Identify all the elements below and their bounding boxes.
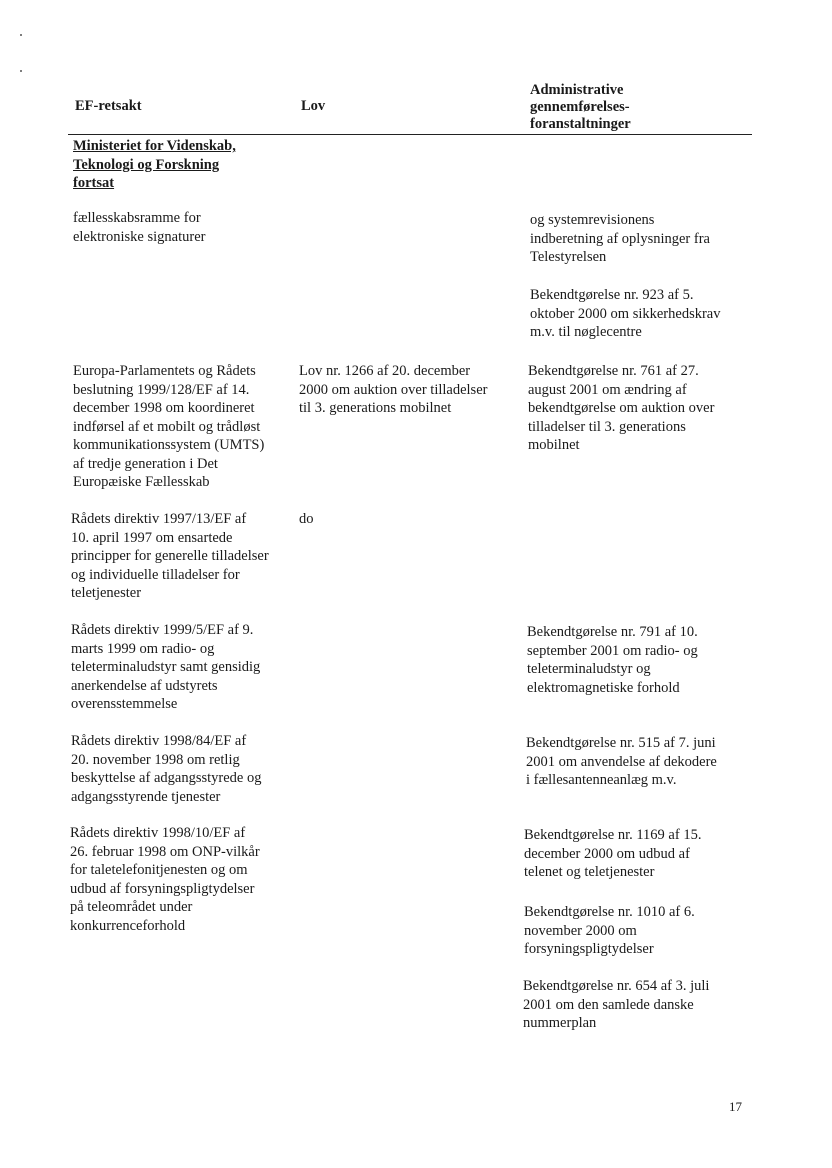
ef-cell: Rådets direktiv 1998/10/EF af 26. februar 1998 om ONP-vilkår for taletelefonitjenesten og om udbud af forsyningspligtydelser på teleområdet under konkurrenceforhold xyxy=(70,825,260,934)
scan-speck xyxy=(20,34,22,36)
scan-speck xyxy=(20,70,22,72)
admin-cell: Bekendtgørelse nr. 791 af 10. september 2001 om radio- og teleterminaludstyr og elektromagnetiske forhold xyxy=(527,624,698,696)
admin-cell: Bekendtgørelse nr. 1010 af 6. november 2000 om forsyningspligtydelser xyxy=(524,904,695,957)
ef-cell: Europa-Parlamentets og Rådets beslutning 1999/128/EF af 14. december 1998 om koordineret indførsel af et mobilt og trådløst kommunikationssystem (UMTS) af tredje generation i Det Europæiske Fællesskab xyxy=(73,363,265,490)
admin-cell: Bekendtgørelse nr. 923 af 5. oktober 2000 om sikkerhedskrav m.v. til nøglecentre xyxy=(530,287,721,340)
ministry-heading: Ministeriet for Videnskab, Teknologi og Forskning fortsat xyxy=(73,138,236,191)
ef-cell: Rådets direktiv 1998/84/EF af 20. november 1998 om retlig beskyttelse af adgangsstyrede og adgangsstyrende tjenester xyxy=(71,733,262,805)
page-number: 17 xyxy=(729,1099,742,1114)
admin-cell: og systemrevisionens indberetning af oplysninger fra Telestyrelsen xyxy=(530,212,710,265)
column-header-lov: Lov xyxy=(301,98,326,114)
column-header-administrative: Administrative gennemførelses- foranstaltninger xyxy=(530,82,631,132)
admin-cell: Bekendtgørelse nr. 1169 af 15. december 2000 om udbud af telenet og teletjenester xyxy=(524,827,702,880)
lov-cell: do xyxy=(299,511,314,527)
admin-cell: Bekendtgørelse nr. 654 af 3. juli 2001 om den samlede danske nummerplan xyxy=(523,978,710,1031)
header-rule xyxy=(68,134,752,135)
admin-cell: Bekendtgørelse nr. 515 af 7. juni 2001 om anvendelse af dekodere i fællesantenneanlæg m.v. xyxy=(526,735,717,788)
ef-cell: Rådets direktiv 1997/13/EF af 10. april 1997 om ensartede principper for generelle tilladelser og individuelle tilladelser for teletjenester xyxy=(71,511,269,601)
lov-cell: Lov nr. 1266 af 20. december 2000 om auktion over tilladelser til 3. generations mobilnet xyxy=(299,363,488,416)
column-header-ef-retsakt: EF-retsakt xyxy=(75,98,142,114)
ef-cell: fællesskabsramme for elektroniske signaturer xyxy=(73,210,206,245)
admin-cell: Bekendtgørelse nr. 761 af 27. august 2001 om ændring af bekendtgørelse om auktion over tilladelser til 3. generations mobilnet xyxy=(528,363,715,453)
ef-cell: Rådets direktiv 1999/5/EF af 9. marts 1999 om radio- og teleterminaludstyr samt gensidig anerkendelse af udstyrets overensstemmelse xyxy=(71,622,261,712)
